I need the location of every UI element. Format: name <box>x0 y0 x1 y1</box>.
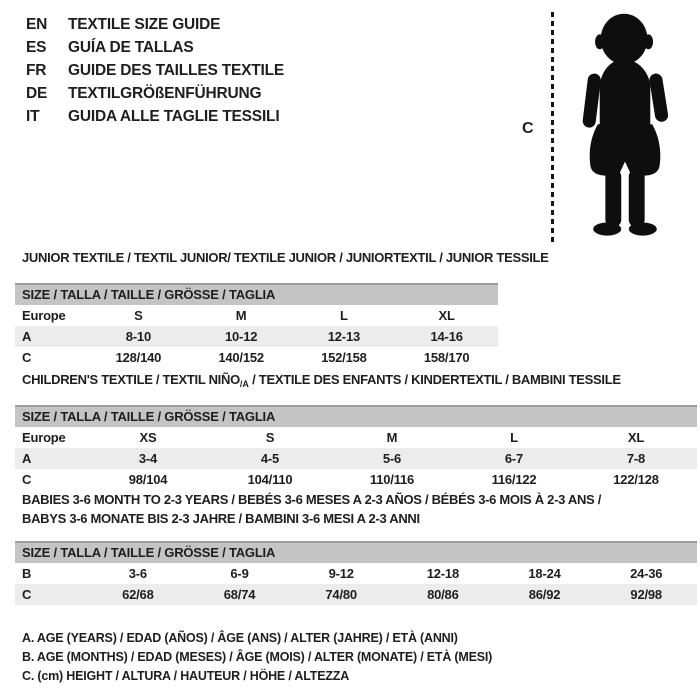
heading-text: / TEXTILE DES ENFANTS / KINDERTEXTIL / BAMBINI TESSILE <box>248 372 621 387</box>
heading-line: BABYS 3-6 MONATE BIS 2-3 JAHRE / BAMBINI 3-6 MESI A 2-3 ANNI <box>22 510 420 526</box>
size-cell: L <box>340 308 348 323</box>
height-measure-dashed-line <box>551 12 554 242</box>
size-cell: 98/104 <box>128 472 168 487</box>
size-cell: S <box>265 430 275 445</box>
size-cell: 140/152 <box>218 350 264 365</box>
language-row <box>26 13 284 36</box>
row-label: C <box>22 587 32 602</box>
size-cell: 152/158 <box>321 350 367 365</box>
size-cell: 6-7 <box>504 451 524 466</box>
heading-subscript: /A <box>239 379 249 389</box>
table-row <box>15 584 697 605</box>
row-label: C <box>22 350 32 365</box>
language-code: DE <box>26 84 48 102</box>
size-cell: 122/128 <box>613 472 659 487</box>
language-label: GUÍA DE TALLAS <box>68 38 194 56</box>
junior-section-heading: JUNIOR TEXTILE / TEXTIL JUNIOR/ TEXTILE JUNIOR / JUNIORTEXTIL / JUNIOR TESSILE <box>22 250 549 265</box>
row-label: A <box>22 329 32 344</box>
legend-line-height: C. (cm) HEIGHT / ALTURA / HAUTEUR / HÖHE / ALTEZZA <box>22 669 350 683</box>
row-label: Europe <box>22 308 66 323</box>
language-code: ES <box>26 38 47 56</box>
size-cell: 8-10 <box>125 329 151 344</box>
size-cell: 128/140 <box>115 350 162 365</box>
table-row <box>15 347 498 368</box>
row-label: B <box>22 566 32 581</box>
language-label: GUIDA ALLE TAGLIE TESSILI <box>68 107 280 125</box>
language-code: FR <box>26 61 47 79</box>
heading-text: CHILDREN'S TEXTILE / TEXTIL NIÑO <box>22 372 240 387</box>
junior-size-table <box>15 283 498 368</box>
table-header: SIZE / TALLA / TAILLE / GRÖSSE / TAGLIA <box>15 283 498 305</box>
size-cell: 12-18 <box>426 566 459 581</box>
size-cell: 10-12 <box>225 329 258 344</box>
size-cell: XL <box>627 430 645 445</box>
size-cell: S <box>134 308 143 323</box>
size-cell: 74/80 <box>325 587 357 602</box>
size-cell: 24-36 <box>630 566 663 581</box>
children-section-heading <box>22 372 621 389</box>
size-cell: 6-9 <box>230 566 249 581</box>
heading-line: BABIES 3-6 MONTH TO 2-3 YEARS / BEBÉS 3-6 MESES A 2-3 AÑOS / BÉBÉS 3-6 MOIS À 2-3 ANS / <box>22 492 602 507</box>
table-row <box>15 326 498 347</box>
size-cell: 9-12 <box>328 566 354 581</box>
size-cell: 4-5 <box>260 451 280 466</box>
row-label: C <box>22 472 32 487</box>
size-cell: 104/110 <box>247 472 293 487</box>
legend-line-age-years: A. AGE (YEARS) / EDAD (AÑOS) / ÂGE (ANS) / ALTER (JAHRE) / ETÀ (ANNI) <box>22 631 458 645</box>
size-cell: 12-13 <box>327 329 360 344</box>
table-row <box>15 305 498 326</box>
language-row <box>26 59 284 82</box>
size-cell: 68/74 <box>223 587 256 602</box>
size-cell: 116/122 <box>491 472 537 487</box>
language-label: TEXTILE SIZE GUIDE <box>68 15 221 33</box>
language-label: TEXTILGRÖßENFÜHRUNG <box>68 84 262 102</box>
size-cell: 110/116 <box>369 472 415 487</box>
row-label: A <box>22 451 32 466</box>
size-cell: 5-6 <box>382 451 402 466</box>
table-header: SIZE / TALLA / TAILLE / GRÖSSE / TAGLIA <box>15 541 697 563</box>
size-cell: 80/86 <box>427 587 459 602</box>
size-cell: M <box>235 308 247 323</box>
table-header: SIZE / TALLA / TAILLE / GRÖSSE / TAGLIA <box>15 405 697 427</box>
legend-line-age-months: B. AGE (MONTHS) / EDAD (MESES) / ÂGE (MOIS) / ALTER (MONATE) / ETÀ (MESI) <box>22 650 493 664</box>
language-list <box>26 13 284 128</box>
size-cell: 3-4 <box>138 451 158 466</box>
size-cell: 92/98 <box>630 587 662 602</box>
size-cell: 7-8 <box>626 451 646 466</box>
size-cell: M <box>386 430 398 445</box>
size-cell: L <box>510 430 518 445</box>
size-cell: XL <box>438 308 455 323</box>
table-row <box>15 469 697 490</box>
size-cell: XS <box>139 430 157 445</box>
size-cell: 86/92 <box>528 587 561 602</box>
toddler-silhouette-icon <box>564 10 686 244</box>
height-measure-label: C <box>522 120 534 137</box>
size-cell: 18-24 <box>528 566 561 581</box>
size-cell: 14-16 <box>430 329 463 344</box>
size-cell: 62/68 <box>122 587 154 602</box>
language-code: IT <box>26 107 40 125</box>
children-size-table <box>15 405 697 490</box>
table-row <box>15 427 697 448</box>
language-row <box>26 105 284 128</box>
table-row <box>15 448 697 469</box>
figure-area <box>518 8 698 248</box>
language-code: EN <box>26 15 48 33</box>
row-label: Europe <box>22 430 66 445</box>
language-row <box>26 36 284 59</box>
language-label: GUIDE DES TAILLES TEXTILE <box>68 61 285 79</box>
babies-size-table <box>15 541 697 605</box>
size-cell: 158/170 <box>423 350 470 365</box>
table-row <box>15 563 697 584</box>
language-row <box>26 82 284 105</box>
size-cell: 3-6 <box>128 566 147 581</box>
babies-section-heading <box>22 491 601 528</box>
legend <box>22 629 492 686</box>
